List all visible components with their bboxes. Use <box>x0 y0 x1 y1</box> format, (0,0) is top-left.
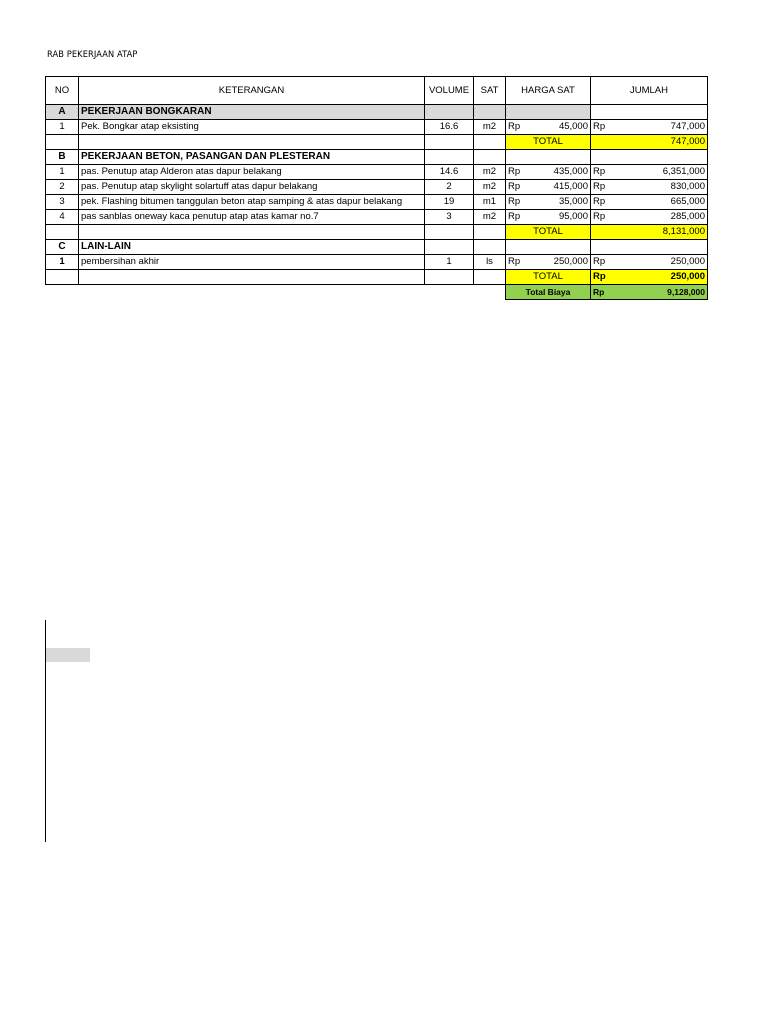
item-sat: m2 <box>474 210 506 225</box>
table-row <box>46 210 708 225</box>
item-harga-value: 45,000 <box>558 121 588 132</box>
grand-total-amount: 9,128,000 <box>667 287 705 297</box>
item-jumlah <box>591 165 708 180</box>
section-name: PEKERJAAN BONGKARAN <box>79 105 425 120</box>
item-sat: ls <box>474 255 506 270</box>
currency-label: Rp <box>593 256 606 267</box>
header-volume: VOLUME <box>425 77 474 105</box>
total-value-amount: 250,000 <box>670 271 705 282</box>
item-desc: pas. Penutup atap Alderon atas dapur belakang <box>79 165 425 180</box>
item-desc: pas sanblas oneway kaca penutup atap atas kamar no.7 <box>79 210 425 225</box>
item-volume: 3 <box>425 210 474 225</box>
item-volume: 1 <box>425 255 474 270</box>
grand-total-label: Total Biaya <box>506 285 591 300</box>
currency-label: Rp <box>508 196 521 207</box>
currency-label: Rp <box>593 166 606 177</box>
currency-label: Rp <box>593 181 606 192</box>
item-jumlah <box>591 180 708 195</box>
item-sat: m2 <box>474 120 506 135</box>
item-harga <box>506 255 591 270</box>
item-harga-value: 415,000 <box>553 181 588 192</box>
total-value <box>591 270 708 285</box>
section-code: A <box>46 105 79 120</box>
item-harga <box>506 210 591 225</box>
total-label: TOTAL <box>506 225 591 240</box>
item-sat: m2 <box>474 165 506 180</box>
section-total-row-a <box>46 135 708 150</box>
header-jumlah: JUMLAH <box>591 77 708 105</box>
section-row-a <box>46 105 708 120</box>
item-no: 1 <box>46 120 79 135</box>
item-desc: Pek. Bongkar atap eksisting <box>79 120 425 135</box>
currency-label: Rp <box>593 121 606 132</box>
item-sat: m2 <box>474 180 506 195</box>
currency-label: Rp <box>593 287 605 297</box>
table-header-row <box>46 77 708 105</box>
currency-label: Rp <box>508 166 521 177</box>
item-harga-value: 250,000 <box>553 256 588 267</box>
header-no: NO <box>46 77 79 105</box>
item-no: 4 <box>46 210 79 225</box>
item-jumlah-value: 830,000 <box>670 181 705 192</box>
item-jumlah-value: 285,000 <box>670 211 705 222</box>
grand-total-row <box>46 285 708 300</box>
table-row <box>46 165 708 180</box>
total-value: 747,000 <box>591 135 708 150</box>
table-row <box>46 120 708 135</box>
grand-total-value <box>591 285 708 300</box>
section-total-row-b <box>46 225 708 240</box>
item-no: 3 <box>46 195 79 210</box>
item-harga-value: 35,000 <box>558 196 588 207</box>
item-sat: m1 <box>474 195 506 210</box>
grey-cell-block <box>46 648 90 662</box>
header-keterangan: KETERANGAN <box>79 77 425 105</box>
currency-label: Rp <box>593 196 606 207</box>
item-harga <box>506 165 591 180</box>
header-harga-sat: HARGA SAT <box>506 77 591 105</box>
item-no: 1 <box>46 165 79 180</box>
table-row <box>46 195 708 210</box>
item-harga-value: 435,000 <box>553 166 588 177</box>
total-label: TOTAL <box>506 135 591 150</box>
item-jumlah <box>591 210 708 225</box>
currency-label: Rp <box>508 181 521 192</box>
item-jumlah-value: 665,000 <box>670 196 705 207</box>
item-no: 1 <box>46 255 79 270</box>
total-label: TOTAL <box>506 270 591 285</box>
item-harga-value: 95,000 <box>558 211 588 222</box>
item-jumlah-value: 6,351,000 <box>662 166 705 177</box>
section-row-b <box>46 150 708 165</box>
item-harga <box>506 180 591 195</box>
item-harga <box>506 195 591 210</box>
item-volume: 19 <box>425 195 474 210</box>
header-sat: SAT <box>474 77 506 105</box>
currency-label: Rp <box>508 211 521 222</box>
item-no: 2 <box>46 180 79 195</box>
item-desc: pembersihan akhir <box>79 255 425 270</box>
item-jumlah <box>591 120 708 135</box>
section-total-row-c <box>46 270 708 285</box>
item-jumlah-value: 747,000 <box>670 121 705 132</box>
section-row-c <box>46 240 708 255</box>
table-row <box>46 180 708 195</box>
currency-label: Rp <box>593 211 606 222</box>
currency-label: Rp <box>508 121 521 132</box>
currency-label: Rp <box>593 271 606 282</box>
document-title: RAB PEKERJAAN ATAP <box>47 50 138 60</box>
item-desc: pas. Penutup atap skylight solartuff atas dapur belakang <box>79 180 425 195</box>
item-volume: 14.6 <box>425 165 474 180</box>
section-name: LAIN-LAIN <box>79 240 425 255</box>
section-name: PEKERJAAN BETON, PASANGAN DAN PLESTERAN <box>79 150 425 165</box>
item-harga <box>506 120 591 135</box>
table-row <box>46 255 708 270</box>
total-value: 8,131,000 <box>591 225 708 240</box>
rab-table <box>45 76 708 300</box>
section-code: C <box>46 240 79 255</box>
section-code: B <box>46 150 79 165</box>
item-jumlah-value: 250,000 <box>670 256 705 267</box>
item-desc: pek. Flashing bitumen tanggulan beton atap samping & atas dapur belakang <box>79 195 425 210</box>
item-jumlah <box>591 255 708 270</box>
item-volume: 2 <box>425 180 474 195</box>
item-volume: 16.6 <box>425 120 474 135</box>
currency-label: Rp <box>508 256 521 267</box>
item-jumlah <box>591 195 708 210</box>
